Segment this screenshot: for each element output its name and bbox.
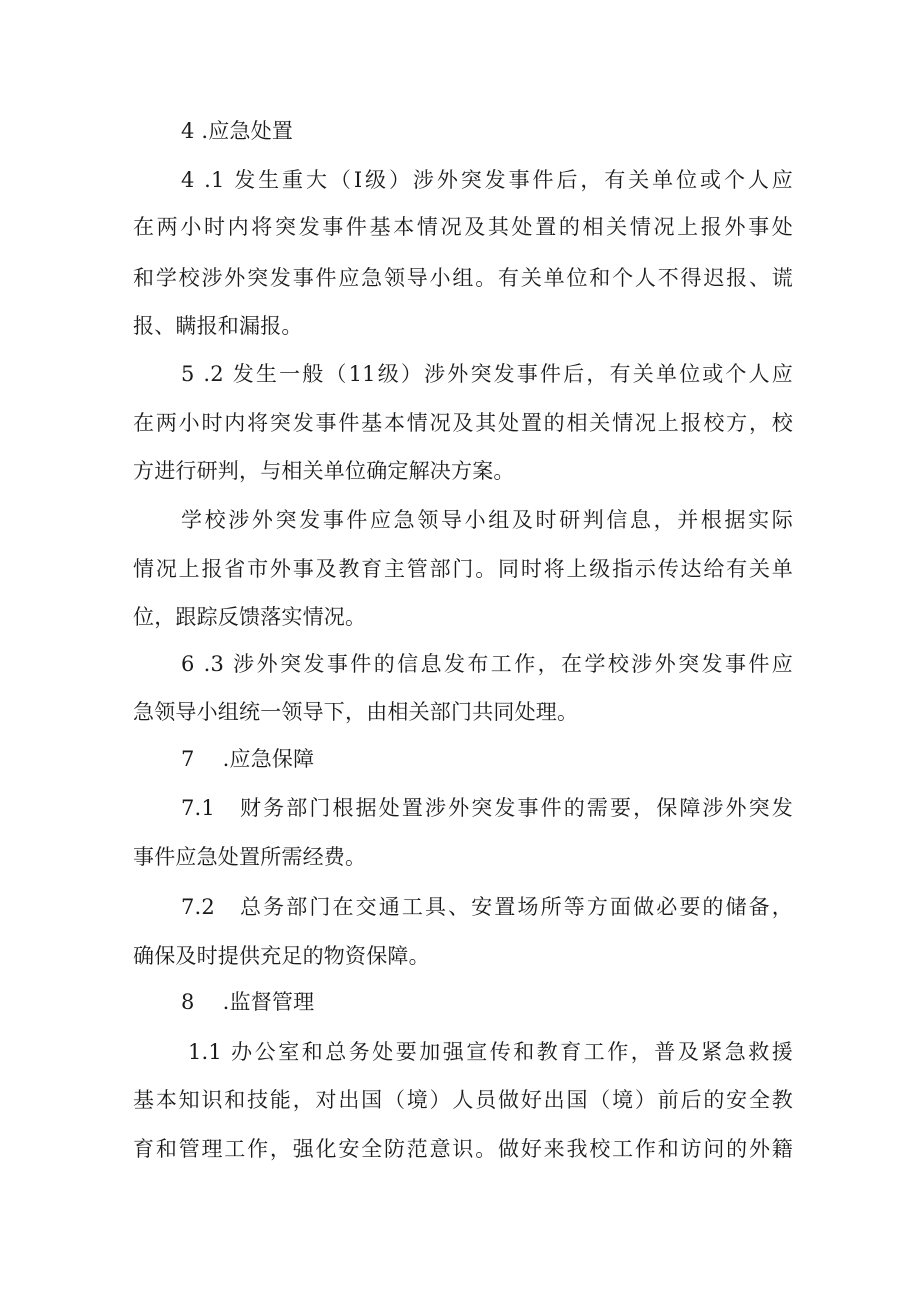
paragraph-line: 基本知识和技能，对出国（境）人员做好出国（境）前后的安全教 bbox=[133, 1088, 793, 1112]
heading-supervision: 8 .监督管理 bbox=[181, 990, 315, 1014]
heading-emergency-support: 7 .应急保障 bbox=[181, 747, 315, 771]
paragraph-line: 在两小时内将突发事件基本情况及其处置的相关情况上报外事处 bbox=[133, 215, 793, 239]
paragraph-line: 报、瞒报和漏报。 bbox=[133, 314, 303, 338]
paragraph-line: 方进行研判，与相关单位确定解决方案。 bbox=[133, 459, 515, 483]
paragraph-line: 急领导小组统一领导下，由相关部门共同处理。 bbox=[133, 700, 579, 724]
paragraph-line: 7.1 财务部门根据处置涉外突发事件的需要，保障涉外突发 bbox=[181, 796, 793, 820]
paragraph-line: 情况上报省市外事及教育主管部门。同时将上级指示传达给有关单 bbox=[133, 557, 793, 581]
paragraph-line: 4 .1 发生重大（Ⅰ级）涉外突发事件后，有关单位或个人应 bbox=[181, 168, 793, 192]
paragraph-line: 1.1 办公室和总务处要加强宣传和教育工作，普及紧急救援 bbox=[188, 1040, 793, 1064]
paragraph-line: 位，跟踪反馈落实情况。 bbox=[133, 605, 367, 629]
paragraph-line: 事件应急处置所需经费。 bbox=[133, 845, 367, 869]
heading-emergency-response: 4 .应急处置 bbox=[181, 119, 294, 143]
paragraph-line: 在两小时内将突发事件基本情况及其处置的相关情况上报校方，校 bbox=[133, 411, 793, 435]
paragraph-line: 7.2 总务部门在交通工具、安置场所等方面做必要的储备， bbox=[181, 895, 793, 919]
paragraph-line: 育和管理工作，强化安全防范意识。做好来我校工作和访问的外籍 bbox=[133, 1137, 793, 1161]
paragraph-line: 5 .2 发生一般（11级）涉外突发事件后，有关单位或个人应 bbox=[181, 362, 793, 386]
paragraph-line: 和学校涉外突发事件应急领导小组。有关单位和个人不得迟报、谎 bbox=[133, 266, 793, 290]
paragraph-line: 学校涉外突发事件应急领导小组及时研判信息，并根据实际 bbox=[181, 508, 793, 532]
paragraph-line: 确保及时提供充足的物资保障。 bbox=[133, 944, 430, 968]
paragraph-line: 6 .3 涉外突发事件的信息发布工作，在学校涉外突发事件应 bbox=[181, 652, 793, 676]
